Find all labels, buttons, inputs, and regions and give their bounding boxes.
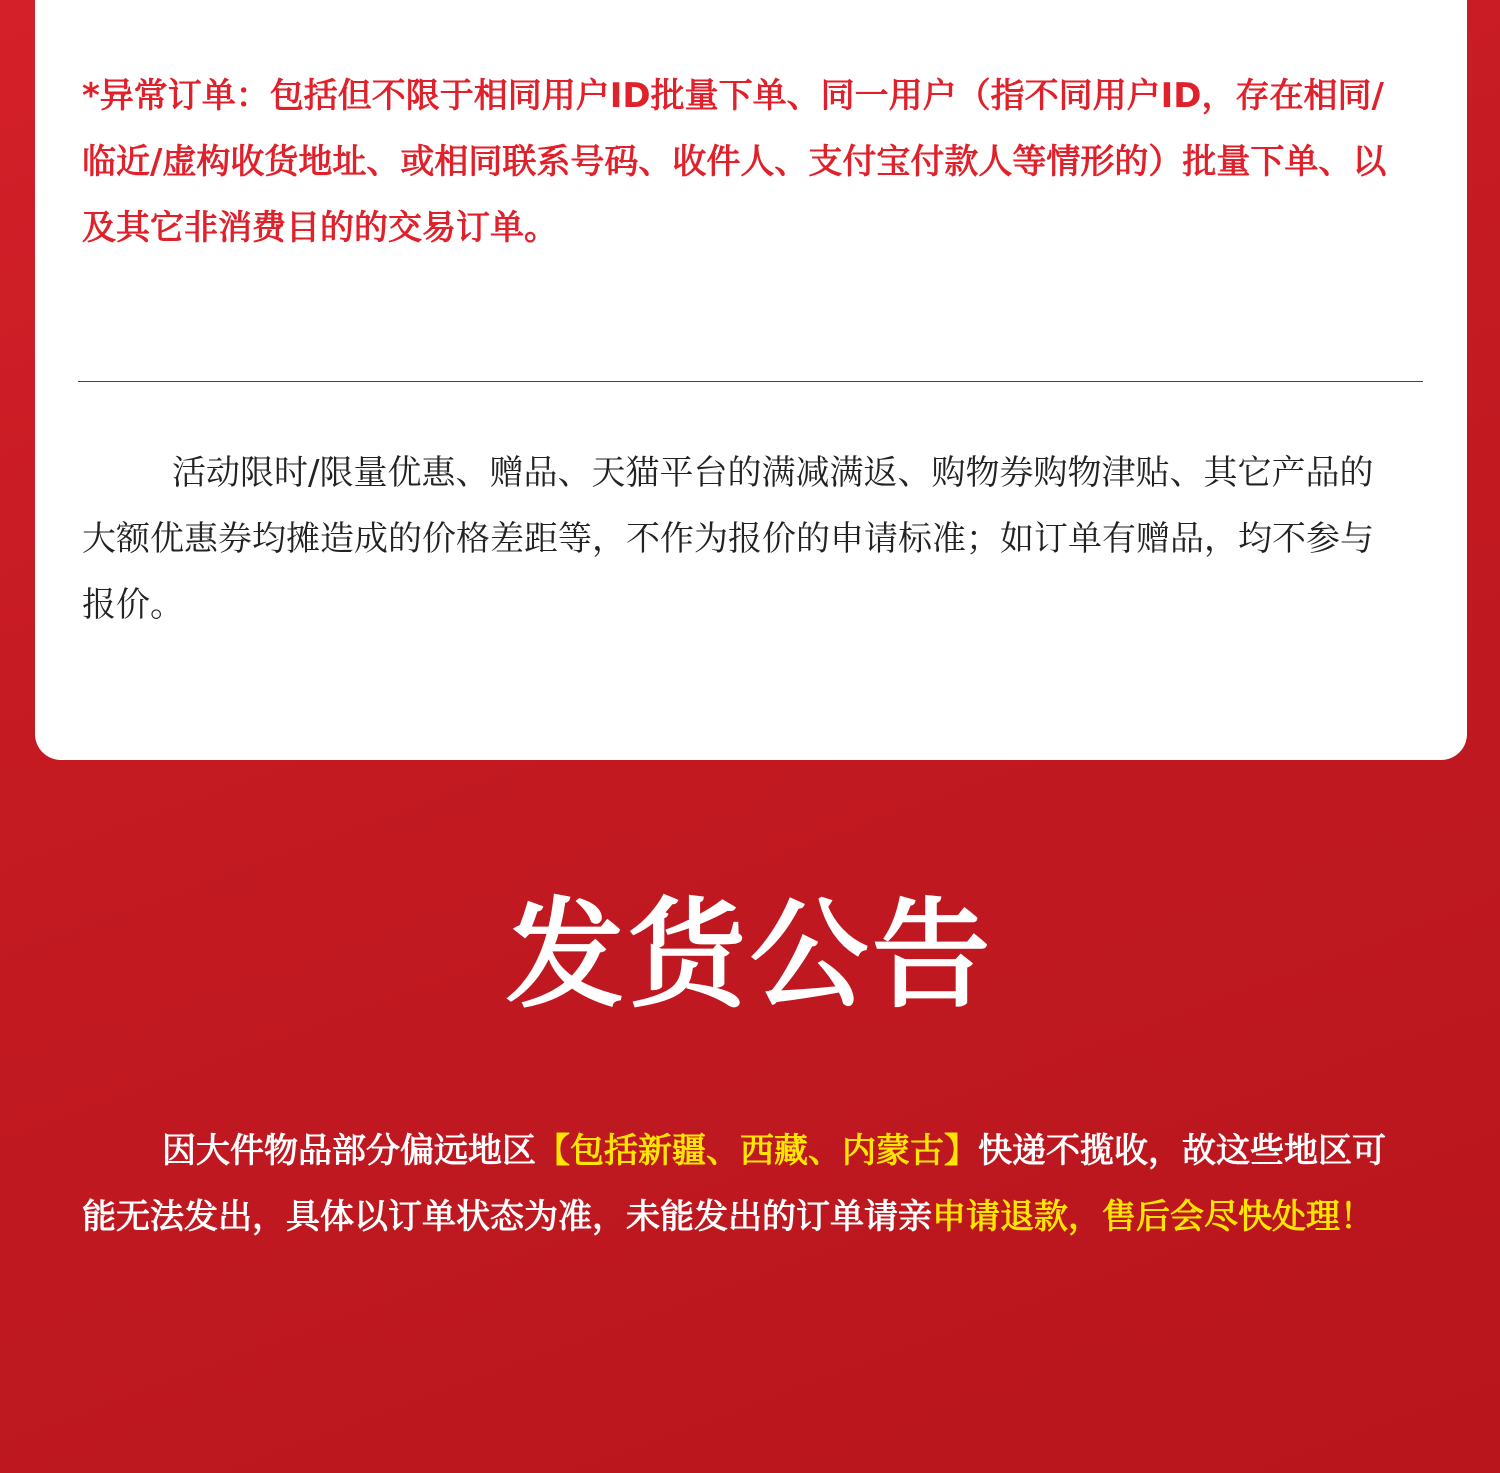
remote-regions-highlight: 【包括新疆、西藏、内蒙古】 xyxy=(536,1131,978,1171)
shipping-text-part-2: 快递不揽收，故这些地区可能无法发出，具体以订单状态为准，未能发出的订单请亲 xyxy=(82,1131,1386,1237)
abnormal-order-text: *异常订单：包括但不限于相同用户ID批量下单、同一用户（指不同用户ID，存在相同/临近/虚构收货地址、或相同联系号码、收件人、支付宝付款人等情形的）批量下单、以及其它非消费目的的交易订单。 xyxy=(82,76,1387,248)
shipping-notice-text xyxy=(82,1118,1394,1250)
section-divider xyxy=(78,381,1423,382)
notice-card xyxy=(35,0,1467,760)
shipping-text-part-1: 因大件物品部分偏远地区 xyxy=(162,1131,536,1171)
price-notice-text: 活动限时/限量优惠、赠品、天猫平台的满减满返、购物券购物津贴、其它产品的大额优惠券均摊造成的价格差距等，不作为报价的申请标准；如订单有赠品，均不参与报价。 xyxy=(82,453,1374,625)
shipping-notice-title: 发货公告 xyxy=(505,886,994,1024)
refund-highlight: 申请退款，售后会尽快处理！ xyxy=(932,1197,1374,1237)
